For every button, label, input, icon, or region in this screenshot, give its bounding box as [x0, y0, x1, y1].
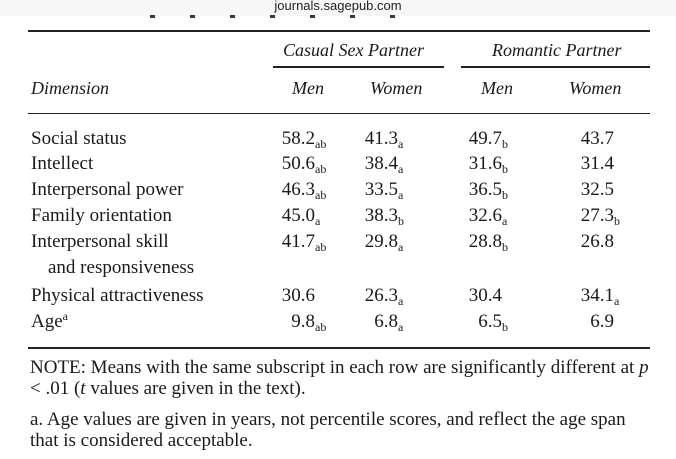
cropped-text-fragment — [150, 15, 410, 18]
cell-casual-men: $45.0_a$ — [281, 205, 321, 228]
sub-header-women-casual: Women — [370, 78, 423, 98]
cell-casual-women: $33.5_a$ — [364, 179, 404, 202]
dimension-header: Dimension — [31, 78, 109, 98]
group-header-romantic: Romantic Partner — [492, 40, 622, 60]
cell-romantic-men: $36.5_b$ — [468, 179, 508, 202]
cell-romantic-women — [542, 311, 632, 333]
cell-value: 9.8 — [291, 311, 315, 332]
cell-casual-women: $29.8_a$ — [364, 231, 404, 254]
cell-value: 41.7 — [281, 231, 315, 252]
note-text-start: NOTE: Means with the same subscript in each row are significantly different at — [30, 357, 640, 378]
row-label-text: Intellect — [31, 153, 94, 174]
cell-value: 49.7 — [468, 128, 502, 149]
cell-value: 31.4 — [580, 153, 614, 174]
cell-casual-women: $38.3_b$ — [364, 205, 404, 228]
cell-romantic-men: $28.8_b$ — [468, 231, 508, 254]
cell-value: 30.4 — [468, 285, 502, 306]
row-label — [31, 128, 127, 150]
cell-value: 26.8 — [580, 231, 614, 252]
cell-value: 6.5 — [478, 311, 502, 332]
cell-casual-men: $9.8_{ab}$ — [291, 311, 327, 334]
t-symbol: t — [80, 378, 86, 399]
cell-romantic-women — [542, 153, 632, 175]
cell-romantic-men — [430, 285, 520, 307]
cell-value: 58.2 — [281, 128, 315, 149]
cell-value: 30.6 — [281, 285, 315, 306]
cell-casual-men: $58.2_{ab}$ — [281, 128, 327, 151]
cell-value: 50.6 — [281, 153, 315, 174]
cell-value: 38.3 — [364, 205, 398, 226]
row-label-text: Physical attractiveness — [31, 285, 204, 306]
cell-romantic-women: $27.3_b$ — [580, 205, 620, 228]
note-text-mid: < .01 ( — [30, 378, 81, 399]
cell-value: 32.6 — [468, 205, 502, 226]
row-label — [31, 285, 204, 307]
row-label-text: Social status — [31, 128, 127, 149]
cell-value: 31.6 — [468, 153, 502, 174]
cell-casual-men: $50.6_{ab}$ — [281, 153, 327, 176]
cell-value: 41.3 — [364, 128, 398, 149]
row-label — [31, 153, 93, 175]
cell-value: 45.0 — [281, 205, 315, 226]
cell-value: 32.5 — [580, 179, 614, 200]
browser-url-bar[interactable] — [0, 0, 676, 16]
casual-group-rule — [273, 66, 444, 68]
cell-value: 36.5 — [468, 179, 502, 200]
cell-casual-women: $38.4_a$ — [364, 153, 404, 176]
row-label-text: Interpersonal skill — [31, 231, 169, 252]
url-text: journals.sagepub.com — [274, 0, 402, 13]
cell-casual-women: $26.3_a$ — [364, 285, 404, 308]
sub-header-women-romantic: Women — [569, 78, 622, 98]
cell-value: 6.8 — [374, 311, 398, 332]
footnote-marker: a — [62, 309, 68, 323]
row-label-text: Family orientation — [31, 205, 172, 226]
cell-romantic-women — [542, 128, 632, 150]
cell-casual-men: $46.3_{ab}$ — [281, 179, 327, 202]
sub-header-men-romantic: Men — [481, 78, 513, 98]
cell-romantic-women — [542, 231, 632, 253]
cell-value: 26.3 — [364, 285, 398, 306]
cell-value: 28.8 — [468, 231, 502, 252]
row-label — [31, 205, 172, 227]
cell-casual-women: $41.3_a$ — [364, 128, 404, 151]
cell-value: 46.3 — [281, 179, 315, 200]
cell-casual-men — [243, 285, 333, 307]
cell-value: 38.4 — [364, 153, 398, 174]
row-label-text: Interpersonal power — [31, 179, 184, 200]
top-rule — [28, 30, 650, 32]
cell-value: 27.3 — [580, 205, 614, 226]
p-symbol: p — [639, 357, 649, 378]
cell-value: 33.5 — [364, 179, 398, 200]
cell-romantic-women — [542, 179, 632, 201]
cell-value: 29.8 — [364, 231, 398, 252]
cell-casual-men: $41.7_{ab}$ — [281, 231, 327, 254]
table-bottom-rule — [28, 347, 650, 349]
cell-casual-women: $6.8_a$ — [374, 311, 404, 334]
cell-romantic-men: $31.6_b$ — [468, 153, 508, 176]
cell-romantic-men: $6.5_b$ — [478, 311, 508, 334]
row-label — [31, 179, 183, 201]
cell-romantic-women: $34.1_a$ — [580, 285, 620, 308]
romantic-group-rule — [461, 66, 650, 68]
cell-value: 43.7 — [580, 128, 614, 149]
table-note — [30, 357, 655, 399]
row-label-continued: and responsiveness — [48, 257, 195, 278]
group-header-casual: Casual Sex Partner — [283, 40, 424, 60]
header-bottom-rule — [28, 113, 650, 114]
cell-value: 6.9 — [590, 311, 614, 332]
row-label — [31, 231, 169, 253]
note-text-end: values are given in the text). — [85, 378, 306, 399]
cell-value: 34.1 — [580, 285, 614, 306]
sub-header-men-casual: Men — [292, 78, 324, 98]
cell-romantic-men: $32.6_a$ — [468, 205, 508, 228]
row-label — [31, 311, 68, 333]
row-label-text: Age — [31, 311, 63, 332]
table-footnote: a. Age values are given in years, not percentile scores, and reflect the age span that is considered acceptable. — [30, 409, 626, 451]
cell-romantic-men: $49.7_b$ — [468, 128, 508, 151]
